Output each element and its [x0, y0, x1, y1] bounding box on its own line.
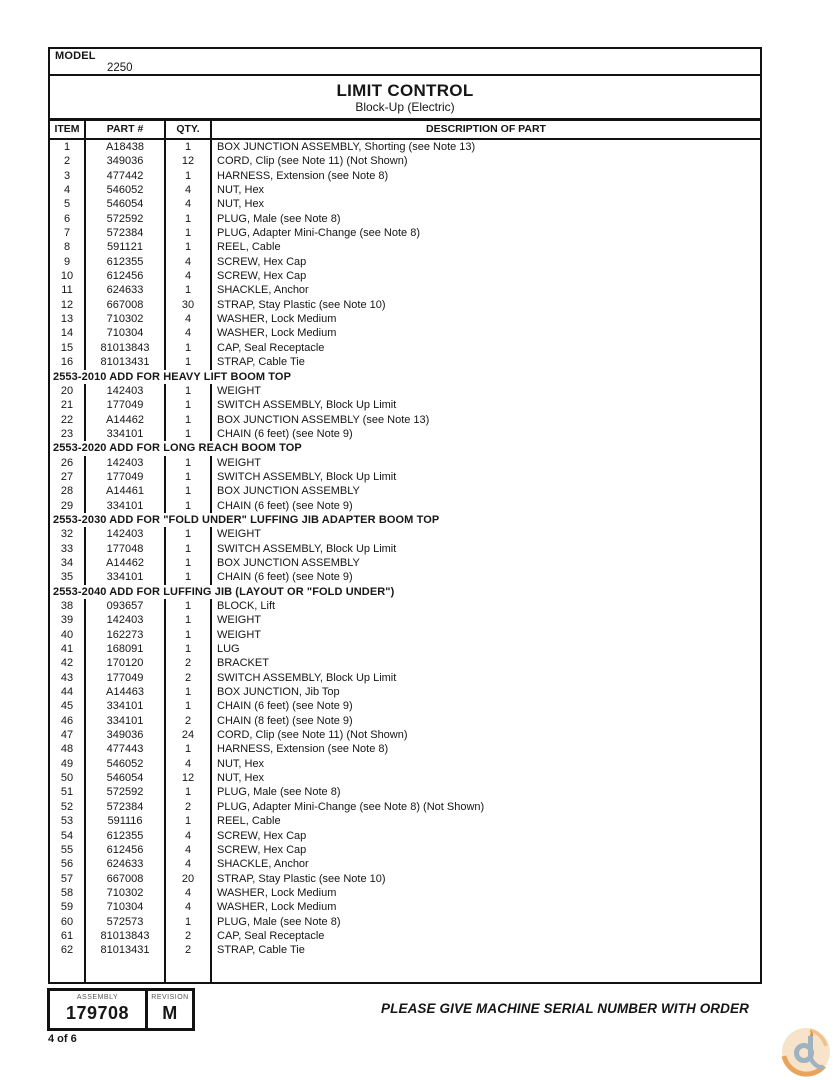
qty-cell: 4 — [166, 183, 212, 197]
section-header-row: 2553-2030 ADD FOR "FOLD UNDER" LUFFING JIB ADAPTER BOOM TOP — [53, 513, 440, 526]
model-label: MODEL — [55, 50, 96, 62]
qty-cell: 1 — [166, 814, 212, 828]
item-cell: 56 — [50, 857, 86, 871]
part-number-cell: 81013843 — [86, 341, 166, 355]
table-row — [50, 341, 760, 355]
qty-cell: 2 — [166, 943, 212, 957]
item-cell: 34 — [50, 556, 86, 570]
description-cell: CORD, Clip (see Note 11) (Not Shown) — [217, 155, 408, 168]
table-row — [50, 326, 760, 340]
qty-cell: 2 — [166, 800, 212, 814]
table-row — [50, 742, 760, 756]
item-cell: 39 — [50, 613, 86, 627]
qty-cell: 1 — [166, 499, 212, 513]
table-row — [50, 915, 760, 929]
item-cell: 22 — [50, 413, 86, 427]
revision-letter: M — [162, 1003, 178, 1023]
description-cell: BRACKET — [217, 657, 269, 670]
qty-cell: 2 — [166, 929, 212, 943]
table-row — [50, 355, 760, 369]
qty-cell: 2 — [166, 656, 212, 670]
qty-cell: 4 — [166, 757, 212, 771]
part-number-cell: 142403 — [86, 613, 166, 627]
qty-cell: 1 — [166, 226, 212, 240]
table-filler-row — [50, 958, 760, 982]
part-number-cell: 142403 — [86, 384, 166, 398]
item-cell: 38 — [50, 599, 86, 613]
item-cell: 57 — [50, 872, 86, 886]
item-cell: 29 — [50, 499, 86, 513]
table-row — [50, 613, 760, 627]
description-cell: SWITCH ASSEMBLY, Block Up Limit — [217, 671, 397, 684]
table-row — [50, 757, 760, 771]
part-number-cell: A18438 — [86, 140, 166, 154]
part-number-cell: 162273 — [86, 628, 166, 642]
table-row — [50, 857, 760, 871]
part-number-cell: 612456 — [86, 269, 166, 283]
item-cell: 16 — [50, 355, 86, 369]
qty-cell: 1 — [166, 556, 212, 570]
description-cell: NUT, Hex — [217, 757, 265, 770]
table-body — [50, 140, 760, 958]
qty-cell: 1 — [166, 427, 212, 441]
table-row — [50, 269, 760, 283]
description-cell: SCREW, Hex Cap — [217, 829, 307, 842]
part-number-cell: 546054 — [86, 197, 166, 211]
description-cell: STRAP, Cable Tie — [217, 944, 305, 957]
description-cell: WEIGHT — [217, 384, 261, 397]
table-row — [50, 542, 760, 556]
qty-cell: 1 — [166, 542, 212, 556]
part-number-cell: 710304 — [86, 900, 166, 914]
qty-cell: 1 — [166, 742, 212, 756]
table-row — [50, 470, 760, 484]
item-cell: 43 — [50, 671, 86, 685]
part-number-cell: 572573 — [86, 915, 166, 929]
section-header-row: 2553-2040 ADD FOR LUFFING JIB (LAYOUT OR "FOLD UNDER") — [53, 585, 395, 598]
qty-cell: 1 — [166, 169, 212, 183]
table-row — [50, 226, 760, 240]
item-cell: 9 — [50, 255, 86, 269]
item-cell: 7 — [50, 226, 86, 240]
part-number-cell: 177049 — [86, 470, 166, 484]
part-number-cell: 546054 — [86, 771, 166, 785]
table-row — [50, 570, 760, 584]
part-number-cell: 667008 — [86, 298, 166, 312]
part-number-cell: 177049 — [86, 671, 166, 685]
assembly-label: ASSEMBLY — [76, 994, 119, 1001]
item-cell: 44 — [50, 685, 86, 699]
item-cell: 61 — [50, 929, 86, 943]
item-cell: 51 — [50, 785, 86, 799]
item-cell: 23 — [50, 427, 86, 441]
item-cell: 14 — [50, 326, 86, 340]
part-number-cell: 572384 — [86, 800, 166, 814]
item-cell: 33 — [50, 542, 86, 556]
item-cell: 55 — [50, 843, 86, 857]
qty-cell: 1 — [166, 484, 212, 498]
section-header-row: 2553-2010 ADD FOR HEAVY LIFT BOOM TOP — [53, 370, 292, 383]
part-number-cell: 334101 — [86, 427, 166, 441]
description-cell: BOX JUNCTION ASSEMBLY (see Note 13) — [217, 413, 430, 426]
item-cell: 52 — [50, 800, 86, 814]
item-cell: 53 — [50, 814, 86, 828]
qty-cell: 1 — [166, 785, 212, 799]
item-cell: 58 — [50, 886, 86, 900]
item-cell: 20 — [50, 384, 86, 398]
qty-cell: 12 — [166, 771, 212, 785]
description-cell: LUG — [217, 643, 240, 656]
table-row — [50, 499, 760, 513]
part-number-cell: 142403 — [86, 527, 166, 541]
item-cell: 21 — [50, 398, 86, 412]
description-cell: REEL, Cable — [217, 241, 281, 254]
qty-cell: 4 — [166, 326, 212, 340]
part-number-cell: 81013843 — [86, 929, 166, 943]
item-cell: 50 — [50, 771, 86, 785]
qty-cell: 1 — [166, 599, 212, 613]
item-cell: 15 — [50, 341, 86, 355]
item-cell: 35 — [50, 570, 86, 584]
description-cell: CORD, Clip (see Note 11) (Not Shown) — [217, 729, 408, 742]
part-number-cell: 591121 — [86, 240, 166, 254]
table-row — [50, 900, 760, 914]
qty-cell: 4 — [166, 197, 212, 211]
table-row — [50, 527, 760, 541]
qty-cell: 1 — [166, 613, 212, 627]
qty-cell: 4 — [166, 312, 212, 326]
part-number-cell: A14462 — [86, 413, 166, 427]
table-row — [50, 427, 760, 441]
column-header-item: ITEM — [50, 121, 86, 138]
qty-cell: 2 — [166, 714, 212, 728]
table-row — [50, 656, 760, 670]
qty-cell: 4 — [166, 829, 212, 843]
qty-cell: 1 — [166, 527, 212, 541]
item-cell: 6 — [50, 212, 86, 226]
item-cell: 60 — [50, 915, 86, 929]
table-row — [50, 183, 760, 197]
description-cell: BLOCK, Lift — [217, 600, 276, 612]
column-header-description: DESCRIPTION OF PART — [426, 123, 546, 135]
description-cell: SWITCH ASSEMBLY, Block Up Limit — [217, 399, 397, 412]
part-number-cell: 334101 — [86, 570, 166, 584]
item-cell: 13 — [50, 312, 86, 326]
table-row — [50, 556, 760, 570]
model-header — [50, 49, 760, 76]
description-cell: STRAP, Cable Tie — [217, 356, 305, 369]
item-cell: 62 — [50, 943, 86, 957]
table-row — [50, 169, 760, 183]
description-cell: SHACKLE, Anchor — [217, 858, 309, 871]
model-value: 2250 — [107, 62, 133, 74]
description-cell: SCREW, Hex Cap — [217, 843, 307, 856]
qty-cell: 1 — [166, 341, 212, 355]
table-row — [50, 240, 760, 254]
qty-cell: 1 — [166, 140, 212, 154]
item-cell: 1 — [50, 140, 86, 154]
part-number-cell: 477442 — [86, 169, 166, 183]
item-cell: 42 — [50, 656, 86, 670]
revision-label: REVISION — [151, 994, 189, 1001]
qty-cell: 1 — [166, 355, 212, 369]
qty-cell: 1 — [166, 384, 212, 398]
qty-cell: 24 — [166, 728, 212, 742]
table-row — [50, 484, 760, 498]
part-number-cell: 349036 — [86, 728, 166, 742]
part-number-cell: 612456 — [86, 843, 166, 857]
item-cell: 8 — [50, 240, 86, 254]
description-cell: CAP, Seal Receptacle — [217, 929, 325, 942]
qty-cell: 4 — [166, 843, 212, 857]
part-number-cell: 177048 — [86, 542, 166, 556]
item-cell: 59 — [50, 900, 86, 914]
item-cell: 4 — [50, 183, 86, 197]
description-cell: NUT, Hex — [217, 184, 265, 197]
part-number-cell: 170120 — [86, 656, 166, 670]
part-number-cell: 546052 — [86, 183, 166, 197]
assembly-number: 179708 — [65, 1003, 130, 1023]
table-row — [50, 642, 760, 656]
part-number-cell: 572592 — [86, 785, 166, 799]
description-cell: BOX JUNCTION, Jib Top — [217, 686, 340, 699]
description-cell: SCREW, Hex Cap — [217, 270, 307, 283]
table-row — [50, 384, 760, 398]
table-row — [50, 699, 760, 713]
table-row — [50, 943, 760, 957]
part-number-cell: 546052 — [86, 757, 166, 771]
part-number-cell: 612355 — [86, 829, 166, 843]
description-cell: BOX JUNCTION ASSEMBLY — [217, 485, 360, 498]
qty-cell: 1 — [166, 413, 212, 427]
description-cell: PLUG, Male (see Note 8) — [217, 786, 341, 799]
description-cell: SCREW, Hex Cap — [217, 255, 307, 268]
parts-list-document — [48, 47, 762, 984]
qty-cell: 1 — [166, 915, 212, 929]
item-cell: 49 — [50, 757, 86, 771]
description-cell: NUT, Hex — [217, 198, 265, 211]
column-header-qty: QTY. — [166, 121, 212, 138]
table-row — [50, 728, 760, 742]
page-title: LIMIT CONTROL — [336, 81, 474, 100]
table-row — [50, 398, 760, 412]
table-row — [50, 886, 760, 900]
section-header-row: 2553-2020 ADD FOR LONG REACH BOOM TOP — [53, 442, 302, 455]
qty-cell: 1 — [166, 470, 212, 484]
qty-cell: 4 — [166, 886, 212, 900]
description-cell: WASHER, Lock Medium — [217, 313, 337, 326]
qty-cell: 1 — [166, 456, 212, 470]
part-number-cell: A14462 — [86, 556, 166, 570]
part-number-cell: 168091 — [86, 642, 166, 656]
table-row — [50, 212, 760, 226]
part-number-cell: 349036 — [86, 154, 166, 168]
table-row — [50, 800, 760, 814]
table-row — [50, 829, 760, 843]
table-row — [50, 628, 760, 642]
part-number-cell: 177049 — [86, 398, 166, 412]
description-cell: SHACKLE, Anchor — [217, 284, 309, 297]
description-cell: CHAIN (6 feet) (see Note 9) — [217, 499, 353, 512]
assembly-number-box — [47, 988, 148, 1031]
table-row — [50, 843, 760, 857]
item-cell: 2 — [50, 154, 86, 168]
qty-cell: 4 — [166, 269, 212, 283]
qty-cell: 1 — [166, 642, 212, 656]
part-number-cell: 710302 — [86, 886, 166, 900]
table-row — [50, 298, 760, 312]
qty-cell: 1 — [166, 699, 212, 713]
description-cell: WASHER, Lock Medium — [217, 327, 337, 340]
item-cell: 54 — [50, 829, 86, 843]
item-cell: 40 — [50, 628, 86, 642]
table-row — [50, 785, 760, 799]
item-cell: 48 — [50, 742, 86, 756]
description-cell: WEIGHT — [217, 528, 261, 541]
item-cell: 5 — [50, 197, 86, 211]
item-cell: 32 — [50, 527, 86, 541]
description-cell: REEL, Cable — [217, 815, 281, 828]
qty-cell: 1 — [166, 628, 212, 642]
description-cell: PLUG, Adapter Mini-Change (see Note 8) — [217, 227, 420, 240]
qty-cell: 2 — [166, 671, 212, 685]
part-number-cell: 334101 — [86, 699, 166, 713]
item-cell: 47 — [50, 728, 86, 742]
qty-cell: 1 — [166, 283, 212, 297]
description-cell: CHAIN (8 feet) (see Note 9) — [217, 714, 353, 727]
description-cell: NUT, Hex — [217, 772, 265, 785]
table-header-row — [50, 121, 760, 140]
qty-cell: 1 — [166, 570, 212, 584]
part-number-cell: 334101 — [86, 714, 166, 728]
table-row — [50, 456, 760, 470]
description-cell: SWITCH ASSEMBLY, Block Up Limit — [217, 470, 397, 483]
description-cell: BOX JUNCTION ASSEMBLY — [217, 556, 360, 569]
table-row — [50, 413, 760, 427]
table-row — [50, 872, 760, 886]
qty-cell: 20 — [166, 872, 212, 886]
part-number-cell: 710302 — [86, 312, 166, 326]
table-row — [50, 154, 760, 168]
part-number-cell: A14463 — [86, 685, 166, 699]
item-cell: 12 — [50, 298, 86, 312]
revision-box — [145, 988, 195, 1031]
description-cell: WEIGHT — [217, 628, 261, 641]
part-number-cell: 093657 — [86, 599, 166, 613]
description-cell: CHAIN (6 feet) (see Note 9) — [217, 427, 353, 440]
part-number-cell: 624633 — [86, 283, 166, 297]
title-block — [50, 76, 760, 121]
description-cell: WEIGHT — [217, 614, 261, 627]
description-cell: PLUG, Male (see Note 8) — [217, 212, 341, 225]
item-cell: 10 — [50, 269, 86, 283]
page-number: 4 of 6 — [48, 1033, 77, 1045]
part-number-cell: 612355 — [86, 255, 166, 269]
description-cell: WASHER, Lock Medium — [217, 901, 337, 914]
item-cell: 28 — [50, 484, 86, 498]
table-row — [50, 671, 760, 685]
page-subtitle: Block-Up (Electric) — [355, 100, 455, 114]
part-number-cell: 710304 — [86, 326, 166, 340]
table-row — [50, 599, 760, 613]
item-cell: 3 — [50, 169, 86, 183]
table-row — [50, 714, 760, 728]
table-row — [50, 283, 760, 297]
serial-number-notice: PLEASE GIVE MACHINE SERIAL NUMBER WITH ORDER — [381, 1001, 749, 1016]
item-cell: 11 — [50, 283, 86, 297]
part-number-cell: 477443 — [86, 742, 166, 756]
part-number-cell: 624633 — [86, 857, 166, 871]
description-cell: HARNESS, Extension (see Note 8) — [217, 169, 389, 182]
part-number-cell: A14461 — [86, 484, 166, 498]
description-cell: PLUG, Adapter Mini-Change (see Note 8) (Not Shown) — [217, 800, 485, 813]
part-number-cell: 142403 — [86, 456, 166, 470]
description-cell: WEIGHT — [217, 456, 261, 469]
table-row — [50, 197, 760, 211]
table-row — [50, 140, 760, 154]
table-row — [50, 312, 760, 326]
description-cell: STRAP, Stay Plastic (see Note 10) — [217, 298, 386, 311]
table-row — [50, 814, 760, 828]
qty-cell: 12 — [166, 154, 212, 168]
item-cell: 46 — [50, 714, 86, 728]
column-header-part: PART # — [86, 121, 166, 138]
item-cell: 41 — [50, 642, 86, 656]
part-number-cell: 591116 — [86, 814, 166, 828]
description-cell: BOX JUNCTION ASSEMBLY, Shorting (see Note 13) — [217, 141, 476, 153]
table-row — [50, 771, 760, 785]
item-cell: 27 — [50, 470, 86, 484]
part-number-cell: 81013431 — [86, 355, 166, 369]
qty-cell: 4 — [166, 900, 212, 914]
qty-cell: 4 — [166, 255, 212, 269]
droplet-swirl-logo-icon — [780, 1026, 832, 1078]
description-cell: PLUG, Male (see Note 8) — [217, 915, 341, 928]
qty-cell: 1 — [166, 212, 212, 226]
description-cell: STRAP, Stay Plastic (see Note 10) — [217, 872, 386, 885]
table-row — [50, 685, 760, 699]
description-cell: CAP, Seal Receptacle — [217, 341, 325, 354]
table-row — [50, 929, 760, 943]
description-cell: CHAIN (6 feet) (see Note 9) — [217, 571, 353, 584]
footer-stamp — [47, 988, 195, 1031]
qty-cell: 1 — [166, 685, 212, 699]
qty-cell: 30 — [166, 298, 212, 312]
part-number-cell: 334101 — [86, 499, 166, 513]
description-cell: CHAIN (6 feet) (see Note 9) — [217, 700, 353, 713]
table-row — [50, 255, 760, 269]
qty-cell: 1 — [166, 398, 212, 412]
qty-cell: 1 — [166, 240, 212, 254]
qty-cell: 4 — [166, 857, 212, 871]
part-number-cell: 572384 — [86, 226, 166, 240]
part-number-cell: 572592 — [86, 212, 166, 226]
description-cell: SWITCH ASSEMBLY, Block Up Limit — [217, 542, 397, 555]
item-cell: 45 — [50, 699, 86, 713]
description-cell: WASHER, Lock Medium — [217, 886, 337, 899]
part-number-cell: 667008 — [86, 872, 166, 886]
item-cell: 26 — [50, 456, 86, 470]
part-number-cell: 81013431 — [86, 943, 166, 957]
description-cell: HARNESS, Extension (see Note 8) — [217, 743, 389, 756]
